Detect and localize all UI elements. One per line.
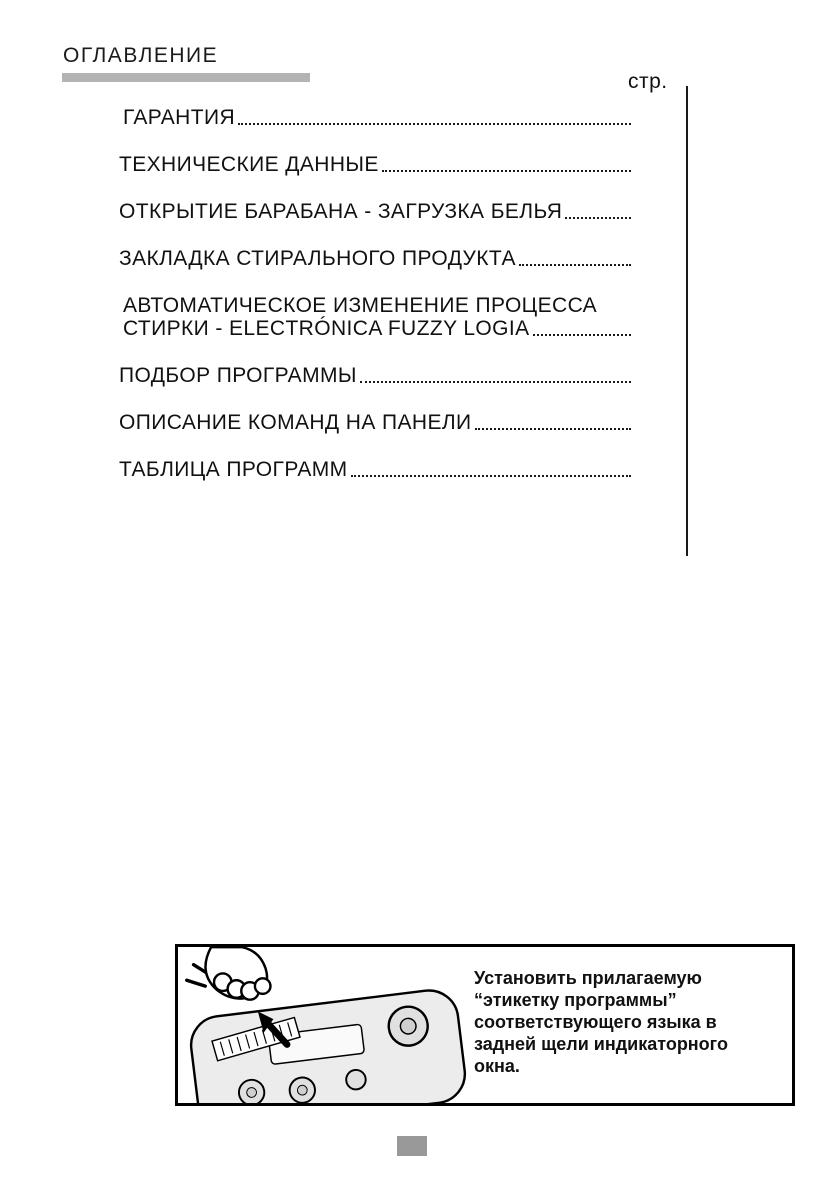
hand-icon [205,947,270,1000]
toc-item [119,200,631,223]
program-label-note-box [175,944,795,1106]
toc-item-label-line2: СТИРКИ - ELECTRÓNICA FUZZY LOGIA [123,317,530,340]
toc-item-label: ОТКРЫТИЕ БАРАБАНА - ЗАГРУЗКА БЕЛЬЯ [119,200,563,223]
toc-item-label: ГАРАНТИЯ [123,106,236,129]
page-number-marker [397,1136,427,1156]
dotted-leader [382,170,631,172]
dotted-leader [519,264,631,266]
dotted-leader [360,381,631,383]
toc-item-label: ЗАКЛАДКА СТИРАЛЬНОГО ПРОДУКТА [119,247,516,270]
toc-item-label: ТАБЛИЦА ПРОГРАММ [119,458,348,481]
toc-item [119,106,631,129]
washer-label-illustration [178,947,470,1103]
toc-item [119,364,631,387]
dotted-leader [565,217,631,219]
toc-item-label: ТЕХНИЧЕСКИЕ ДАННЫЕ [119,153,379,176]
right-vertical-rule [686,86,688,556]
dotted-leader [475,428,631,430]
toc-item [119,294,631,340]
toc-item [119,247,631,270]
toc-item-label-line1: АВТОМАТИЧЕСКОЕ ИЗМЕНЕНИЕ ПРОЦЕССА [123,294,598,317]
note-text: Установить прилагаемую “этикетку программы” соответствующего языка в задней щели индикаторного окна. [474,968,728,1076]
washer-label-illustration-svg [178,947,470,1103]
toc-list [119,106,631,505]
page-title: ОГЛАВЛЕНИЕ [63,44,219,67]
toc-item [119,458,631,481]
page-column-label: стр. [628,70,668,93]
toc-item [119,153,631,176]
dotted-leader [238,123,631,125]
toc-item-label: ОПИСАНИЕ КОМАНД НА ПАНЕЛИ [119,411,472,434]
dotted-leader [533,334,631,336]
title-underline-bar [62,73,310,82]
toc-item [119,411,631,434]
toc-item-label: ПОДБОР ПРОГРАММЫ [119,364,357,387]
dotted-leader [351,475,631,477]
